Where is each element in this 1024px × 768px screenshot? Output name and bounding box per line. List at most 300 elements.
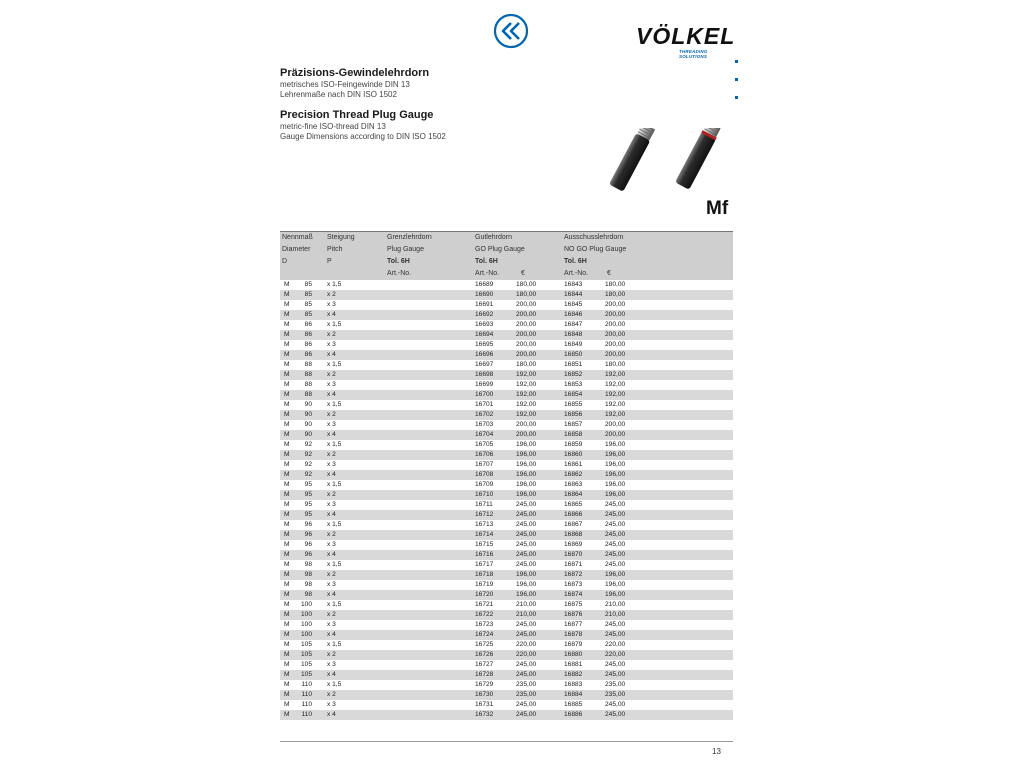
nogo-article-number: 16863 [564,481,583,488]
table-row [280,610,733,620]
go-price: 196,00 [516,471,537,478]
col-plug-gauge: Plug Gauge [387,246,424,253]
col-nogo-plug-gauge: NO GO Plug Gauge [564,246,627,253]
go-price: 245,00 [516,701,537,708]
nogo-price: 196,00 [605,451,626,458]
thread-prefix: M [284,291,290,298]
nogo-price: 210,00 [605,611,626,618]
table-row [280,620,733,630]
thread-prefix: M [284,701,290,708]
pitch-value: x 4 [327,631,336,638]
go-price: 180,00 [516,281,537,288]
nominal-diameter: 100 [300,621,312,628]
pitch-value: x 2 [327,411,336,418]
go-article-number: 16720 [475,591,494,598]
nominal-diameter: 88 [304,391,312,398]
go-price: 192,00 [516,371,537,378]
thread-prefix: M [284,421,290,428]
nominal-diameter: 85 [304,301,312,308]
go-price: 235,00 [516,691,537,698]
go-price: 245,00 [516,711,537,718]
pitch-value: x 4 [327,431,336,438]
logo-wordmark: VÖLKEL [636,23,736,49]
go-article-number: 16708 [475,471,494,478]
go-price: 200,00 [516,321,537,328]
table-row [280,510,733,520]
col-ausschusslehrdorn: Ausschusslehrdorn [564,234,624,241]
go-price: 235,00 [516,681,537,688]
nogo-article-number: 16846 [564,311,583,318]
go-article-number: 16715 [475,541,494,548]
nominal-diameter: 105 [300,671,312,678]
go-article-number: 16691 [475,301,494,308]
thread-prefix: M [284,531,290,538]
nogo-price: 196,00 [605,471,626,478]
nogo-article-number: 16862 [564,471,583,478]
thread-prefix: M [284,361,290,368]
table-row [280,640,733,650]
nominal-diameter: 110 [301,681,312,688]
col-grenzlehrdorn: Grenzlehrdorn [387,234,432,241]
go-article-number: 16706 [475,451,494,458]
nogo-article-number: 16857 [564,421,583,428]
pitch-value: x 3 [327,581,336,588]
pitch-value: x 4 [327,551,336,558]
go-price: 196,00 [516,591,537,598]
table-row [280,700,733,710]
table-row [280,410,733,420]
pitch-value: x 1,5 [327,641,342,648]
thread-prefix: M [284,381,290,388]
nogo-article-number: 16853 [564,381,583,388]
go-article-number: 16707 [475,461,494,468]
col-art-no: Art.-No. [387,270,412,277]
nogo-article-number: 16860 [564,451,583,458]
go-article-number: 16696 [475,351,494,358]
nominal-diameter: 90 [304,411,312,418]
nogo-article-number: 16859 [564,441,583,448]
thread-prefix: M [284,561,290,568]
col-diameter: Diameter [282,246,311,253]
subtitle-german-1: metrisches ISO-Feingewinde DIN 13 [280,80,410,89]
go-price: 245,00 [516,661,537,668]
go-article-number: 16725 [475,641,494,648]
go-price: 245,00 [516,671,537,678]
go-price: 192,00 [516,381,537,388]
col-art-no: Art.-No. [564,270,589,277]
col-steigung: Steigung [327,234,355,241]
nogo-price: 220,00 [605,651,626,658]
table-row [280,690,733,700]
go-price: 196,00 [516,481,537,488]
thread-prefix: M [284,411,290,418]
thread-prefix: M [284,541,290,548]
go-price: 192,00 [516,411,537,418]
table-row [280,520,733,530]
go-price: 220,00 [516,651,537,658]
go-article-number: 16728 [475,671,494,678]
pitch-value: x 3 [327,301,336,308]
nogo-price: 196,00 [605,581,626,588]
nominal-diameter: 88 [304,381,312,388]
nogo-price: 192,00 [605,411,626,418]
thread-prefix: M [284,691,290,698]
tolerance-label: Tol. 6H [387,258,410,265]
thread-prefix: M [284,281,290,288]
table-row [280,340,733,350]
table-row [280,280,733,290]
pitch-value: x 3 [327,501,336,508]
table-row [280,540,733,550]
nominal-diameter: 100 [300,601,312,608]
nogo-price: 245,00 [605,551,626,558]
nominal-diameter: 98 [304,571,312,578]
pitch-value: x 1,5 [327,441,342,448]
go-article-number: 16699 [475,381,494,388]
nogo-article-number: 16886 [564,711,583,718]
pitch-value: x 2 [327,611,336,618]
tolerance-label: Tol. 6H [564,258,587,265]
col-nennmass: Nennmaß [282,234,313,241]
go-price: 200,00 [516,301,537,308]
nogo-price: 200,00 [605,351,626,358]
go-price: 196,00 [516,571,537,578]
pitch-value: x 4 [327,391,336,398]
thread-prefix: M [284,641,290,648]
nogo-price: 192,00 [605,381,626,388]
go-article-number: 16694 [475,331,494,338]
table-row [280,590,733,600]
table-row [280,380,733,390]
thread-prefix: M [284,601,290,608]
nogo-price: 200,00 [605,311,626,318]
table-row [280,480,733,490]
table-row [280,310,733,320]
nogo-price: 245,00 [605,561,626,568]
pitch-value: x 1,5 [327,281,342,288]
col-gutlehrdorn: Gutlehrdorn [475,234,512,241]
go-article-number: 16698 [475,371,494,378]
nogo-article-number: 16874 [564,591,583,598]
nogo-price: 220,00 [605,641,626,648]
pitch-value: x 3 [327,701,336,708]
thread-prefix: M [284,581,290,588]
go-article-number: 16719 [475,581,494,588]
table-row [280,650,733,660]
go-price: 245,00 [516,501,537,508]
nogo-article-number: 16885 [564,701,583,708]
go-price: 192,00 [516,391,537,398]
header-row [280,256,733,268]
pitch-value: x 2 [327,291,336,298]
pitch-value: x 2 [327,571,336,578]
nominal-diameter: 105 [300,651,312,658]
nogo-article-number: 16881 [564,661,583,668]
go-price: 245,00 [516,631,537,638]
go-price: 200,00 [516,331,537,338]
go-price: 220,00 [516,641,537,648]
pitch-value: x 4 [327,351,336,358]
go-article-number: 16695 [475,341,494,348]
go-article-number: 16732 [475,711,494,718]
pitch-value: x 2 [327,451,336,458]
nogo-article-number: 16843 [564,281,583,288]
pitch-value: x 2 [327,651,336,658]
go-article-number: 16692 [475,311,494,318]
nogo-price: 235,00 [605,691,626,698]
go-article-number: 16689 [475,281,494,288]
pitch-value: x 4 [327,471,336,478]
nogo-price: 245,00 [605,631,626,638]
nogo-price: 245,00 [605,711,626,718]
header-row [280,232,733,244]
pitch-value: x 1,5 [327,361,342,368]
go-price: 200,00 [516,421,537,428]
table-header [280,231,733,280]
go-article-number: 16717 [475,561,494,568]
gauge-price-table [280,231,733,720]
nogo-price: 196,00 [605,481,626,488]
table-body [280,280,733,720]
nogo-price: 192,00 [605,371,626,378]
go-price: 200,00 [516,351,537,358]
nogo-price: 196,00 [605,571,626,578]
pitch-value: x 3 [327,421,336,428]
pitch-value: x 4 [327,311,336,318]
nogo-price: 235,00 [605,681,626,688]
go-price: 180,00 [516,291,537,298]
go-price: 245,00 [516,551,537,558]
nogo-price: 200,00 [605,341,626,348]
pitch-value: x 2 [327,371,336,378]
col-art-no: Art.-No. [475,270,500,277]
pitch-value: x 3 [327,661,336,668]
table-row [280,300,733,310]
go-price: 245,00 [516,511,537,518]
thread-prefix: M [284,351,290,358]
nogo-article-number: 16870 [564,551,583,558]
go-price: 200,00 [516,341,537,348]
thread-prefix: M [284,321,290,328]
nominal-diameter: 100 [300,611,312,618]
go-price: 196,00 [516,451,537,458]
nogo-article-number: 16845 [564,301,583,308]
go-article-number: 16709 [475,481,494,488]
thread-prefix: M [284,441,290,448]
nominal-diameter: 110 [301,701,312,708]
double-chevron-left-icon[interactable] [493,13,529,49]
table-row [280,330,733,340]
go-article-number: 16716 [475,551,494,558]
nogo-price: 192,00 [605,401,626,408]
thread-prefix: M [284,551,290,558]
table-row [280,400,733,410]
nominal-diameter: 98 [304,581,312,588]
nogo-price: 245,00 [605,501,626,508]
section-code: Mf [706,198,729,219]
go-article-number: 16693 [475,321,494,328]
title-german: Präzisions-Gewindelehrdorn [280,67,430,79]
thread-prefix: M [284,301,290,308]
go-price: 245,00 [516,561,537,568]
nogo-article-number: 16854 [564,391,583,398]
nogo-price: 245,00 [605,521,626,528]
table-row [280,710,733,720]
nogo-article-number: 16880 [564,651,583,658]
go-article-number: 16690 [475,291,494,298]
table-row [280,490,733,500]
nominal-diameter: 105 [300,661,312,668]
go-article-number: 16724 [475,631,494,638]
pitch-value: x 1,5 [327,561,342,568]
go-article-number: 16705 [475,441,494,448]
thread-prefix: M [284,471,290,478]
nogo-price: 200,00 [605,431,626,438]
nominal-diameter: 86 [304,351,312,358]
table-row [280,630,733,640]
thread-prefix: M [284,511,290,518]
go-article-number: 16721 [475,601,494,608]
thread-prefix: M [284,431,290,438]
pitch-value: x 4 [327,511,336,518]
logo-tagline: THREADING SOLUTIONS [679,49,708,59]
nogo-article-number: 16861 [564,461,583,468]
table-row [280,530,733,540]
nogo-price: 180,00 [605,281,626,288]
go-article-number: 16730 [475,691,494,698]
nogo-price: 200,00 [605,301,626,308]
nogo-article-number: 16844 [564,291,583,298]
table-row [280,360,733,370]
nogo-price: 192,00 [605,391,626,398]
col-euro: € [607,270,611,277]
go-article-number: 16711 [475,501,493,508]
nominal-diameter: 98 [304,591,312,598]
header-row [280,268,733,280]
table-row [280,350,733,360]
table-row [280,320,733,330]
nogo-article-number: 16884 [564,691,583,698]
nogo-article-number: 16847 [564,321,583,328]
pitch-value: x 1,5 [327,601,342,608]
subtitle-english-1: metric-fine ISO-thread DIN 13 [280,122,386,131]
nominal-diameter: 92 [304,461,312,468]
nogo-price: 196,00 [605,591,626,598]
nogo-price: 245,00 [605,511,626,518]
go-price: 200,00 [516,431,537,438]
go-price: 210,00 [516,601,537,608]
thread-prefix: M [284,521,290,528]
go-article-number: 16697 [475,361,494,368]
nogo-price: 245,00 [605,671,626,678]
voelkel-logo [636,24,736,60]
nominal-diameter: 92 [304,441,312,448]
nogo-article-number: 16882 [564,671,583,678]
nominal-diameter: 90 [304,401,312,408]
nogo-article-number: 16868 [564,531,583,538]
nominal-diameter: 110 [301,711,312,718]
col-p: P [327,258,332,265]
nogo-article-number: 16877 [564,621,583,628]
go-article-number: 16702 [475,411,494,418]
nogo-price: 245,00 [605,621,626,628]
nogo-article-number: 16849 [564,341,583,348]
footer-divider [280,741,733,742]
thread-prefix: M [284,461,290,468]
table-row [280,500,733,510]
go-article-number: 16713 [475,521,494,528]
pitch-value: x 2 [327,691,336,698]
go-article-number: 16704 [475,431,494,438]
nominal-diameter: 86 [304,321,312,328]
product-intro [280,67,580,142]
pitch-value: x 1,5 [327,481,342,488]
thread-prefix: M [284,481,290,488]
nominal-diameter: 85 [304,281,312,288]
nogo-price: 245,00 [605,531,626,538]
nominal-diameter: 88 [304,371,312,378]
go-article-number: 16722 [475,611,494,618]
nominal-diameter: 90 [304,421,312,428]
nogo-price: 180,00 [605,361,626,368]
nominal-diameter: 90 [304,431,312,438]
pitch-value: x 2 [327,491,336,498]
pitch-value: x 3 [327,461,336,468]
go-price: 245,00 [516,521,537,528]
go-price: 192,00 [516,401,537,408]
col-go-plug-gauge: GO Plug Gauge [475,246,525,253]
table-row [280,670,733,680]
pitch-value: x 4 [327,671,336,678]
thread-prefix: M [284,681,290,688]
nogo-article-number: 16869 [564,541,583,548]
pitch-value: x 1,5 [327,681,342,688]
go-price: 196,00 [516,461,537,468]
go-article-number: 16712 [475,511,494,518]
go-article-number: 16703 [475,421,494,428]
nominal-diameter: 96 [304,521,312,528]
col-euro: € [521,270,525,277]
nominal-diameter: 96 [304,551,312,558]
nominal-diameter: 105 [300,641,312,648]
thread-prefix: M [284,591,290,598]
tolerance-label: Tol. 6H [475,258,498,265]
header-row [280,244,733,256]
nominal-diameter: 110 [301,691,312,698]
table-row [280,450,733,460]
go-article-number: 16710 [475,491,494,498]
table-row [280,470,733,480]
table-row [280,460,733,470]
table-row [280,420,733,430]
nogo-article-number: 16851 [564,361,583,368]
go-article-number: 16700 [475,391,494,398]
nominal-diameter: 100 [300,631,312,638]
nominal-diameter: 85 [304,291,312,298]
thread-prefix: M [284,371,290,378]
table-row [280,370,733,380]
pitch-value: x 4 [327,591,336,598]
nominal-diameter: 95 [304,481,312,488]
thread-prefix: M [284,391,290,398]
table-row [280,570,733,580]
nominal-diameter: 95 [304,501,312,508]
go-article-number: 16701 [475,401,494,408]
thread-prefix: M [284,661,290,668]
nogo-article-number: 16871 [564,561,583,568]
go-price: 210,00 [516,611,537,618]
nominal-diameter: 92 [304,451,312,458]
